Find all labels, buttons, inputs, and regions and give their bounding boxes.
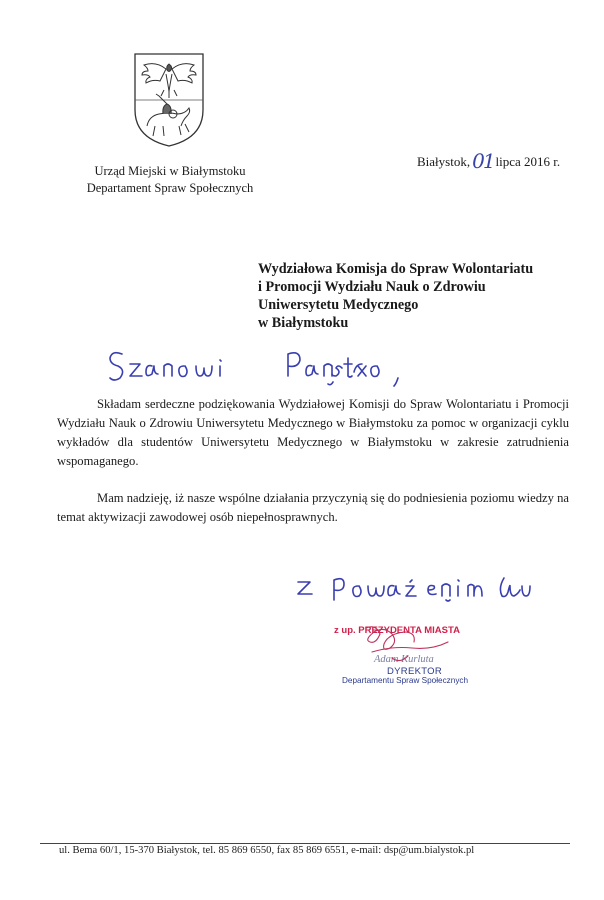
sender-block <box>80 163 260 197</box>
stamp-authority: z up. PREZYDENTA MIASTA <box>334 625 460 636</box>
body-paragraph: Mam nadzieję, iż nasze wspólne działania przyczynią się do podniesienia poziomu wiedzy na temat aktywizacji zawodowej osób niepełnosprawnych. <box>57 491 569 524</box>
stamp-department: Departamentu Spraw Społecznych <box>342 676 469 685</box>
stamp-name: Adam Kurluta <box>374 654 434 665</box>
handwritten-salutation <box>108 344 448 390</box>
recipient-line: w Białymstoku <box>258 315 349 331</box>
sender-office: Urząd Miejski w Białymstoku <box>94 164 246 178</box>
sender-department: Departament Spraw Społecznych <box>86 181 254 195</box>
bialystok-coat-of-arms-icon <box>133 52 205 148</box>
recipient-line: Uniwersytetu Medycznego <box>258 297 419 313</box>
recipient-line: i Promocji Wydziału Nauk o Zdrowiu <box>258 279 486 295</box>
handwritten-closing <box>290 564 580 614</box>
dateline <box>417 147 560 171</box>
date-month-year: lipca 2016 r. <box>495 154 561 169</box>
footer-divider <box>40 843 570 844</box>
handwritten-day: 01 <box>472 149 494 173</box>
stamp-title: DYREKTOR <box>387 666 443 677</box>
footer-contact: ul. Bema 60/1, 15-370 Białystok, tel. 85 869 6550, fax 85 869 6551, e-mail: dsp@um.bialystok.pl <box>59 845 475 856</box>
recipient-block <box>258 260 533 332</box>
date-place: Białystok, <box>417 154 471 169</box>
body-paragraph: Składam serdeczne podziękowania Wydziałowej Komisji do Spraw Wolontariatu i Promocji Wydziału Nauk o Zdrowiu Uniwersytetu Medycznego w Białymstoku za pomoc w organizacji cyklu wykładów dla studentów Uniwersytetu Medycznego w Białymstoku w zakresie zatrudnienia wspomaganego. <box>57 397 569 468</box>
recipient-line: Wydziałowa Komisja do Spraw Wolontariatu <box>258 261 534 277</box>
signature-scribble <box>332 622 492 692</box>
